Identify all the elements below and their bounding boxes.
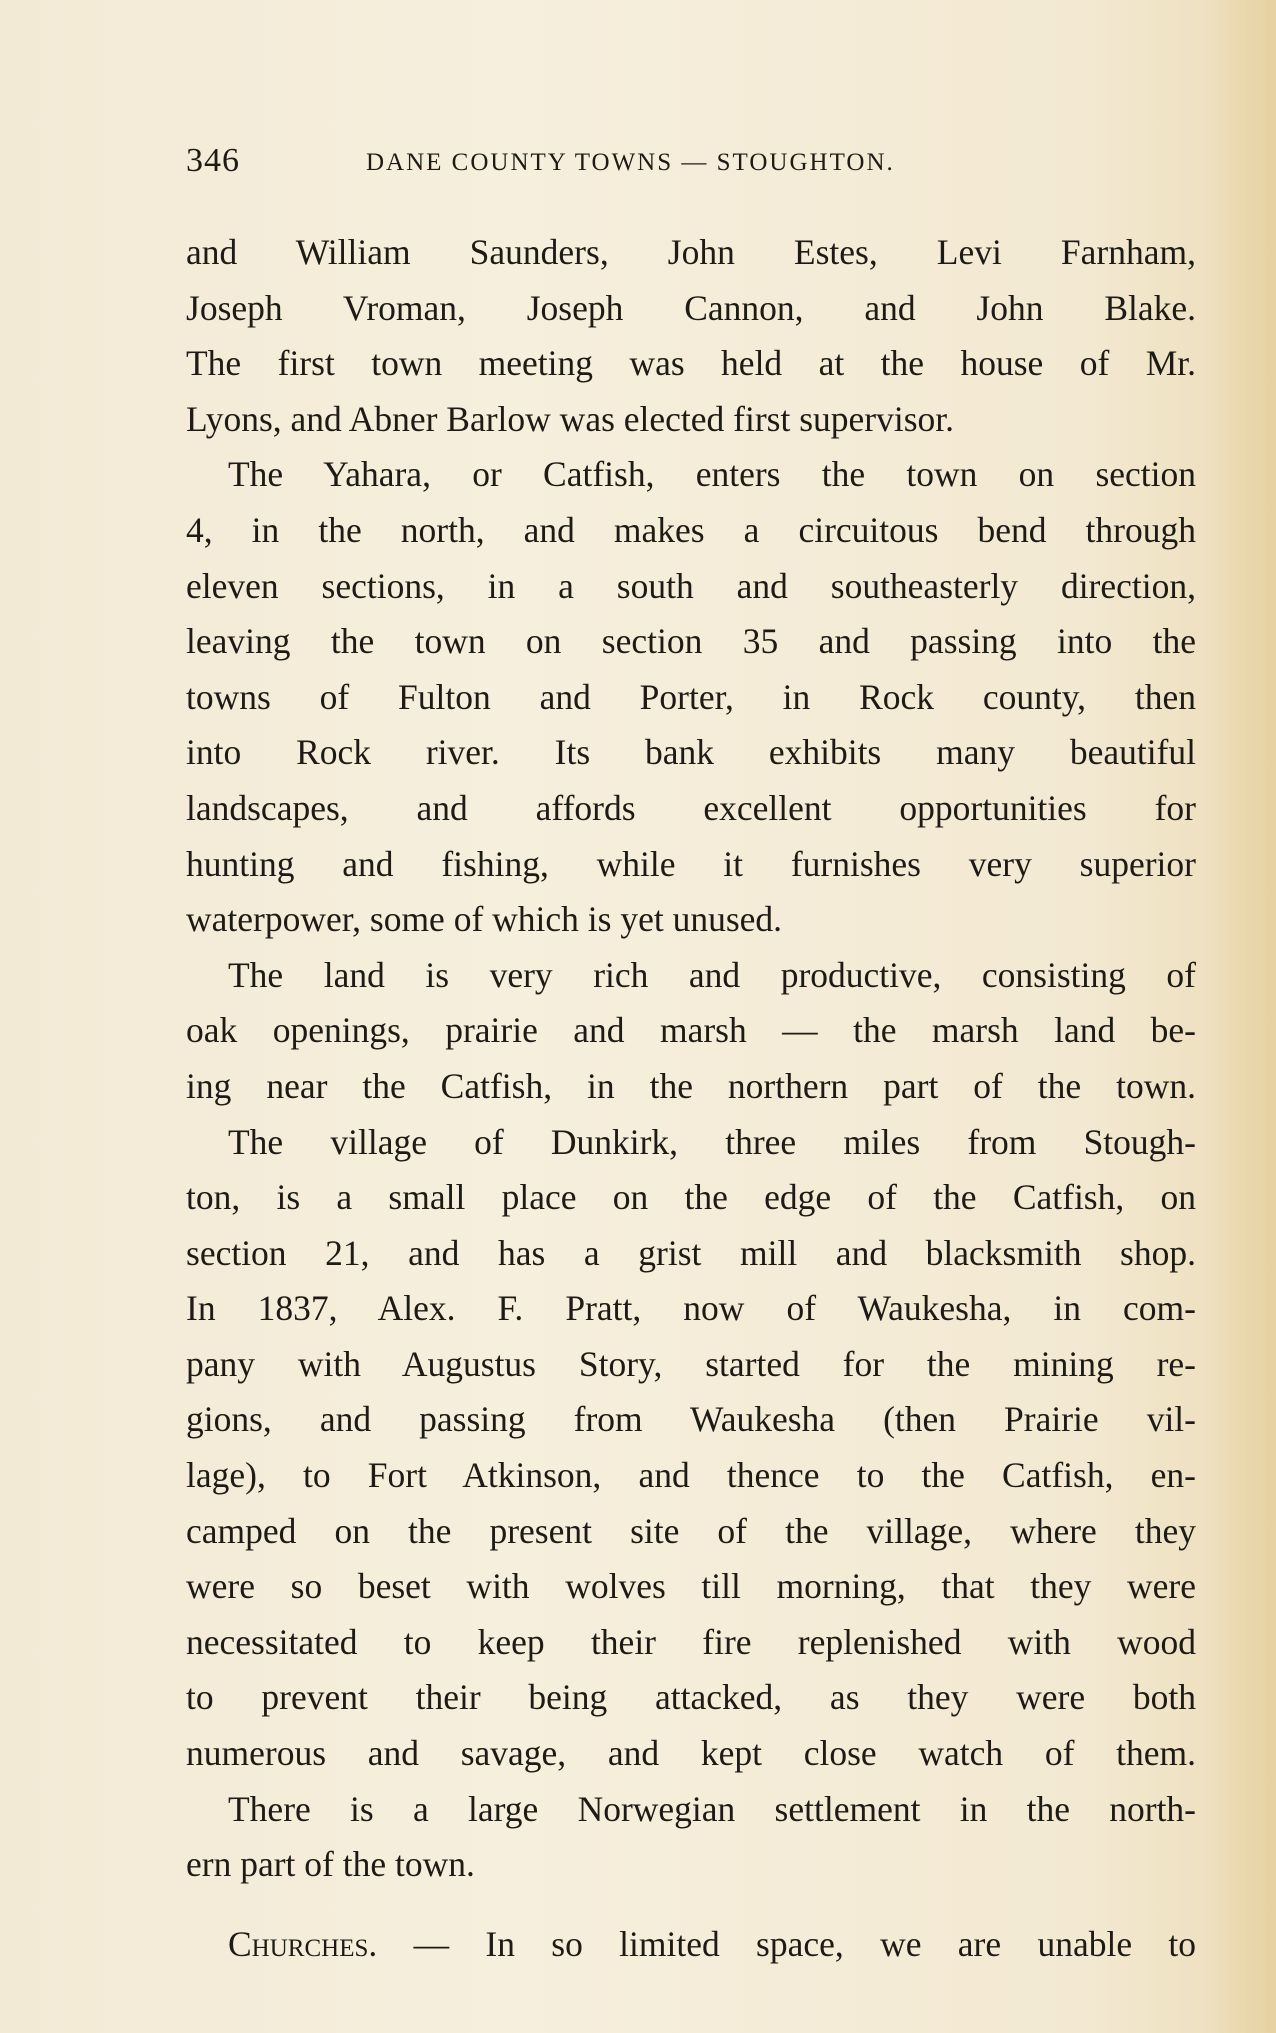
text-line: gions, and passing from Waukesha (then Prairie vil- [186, 1399, 1196, 1440]
text-line: into Rock river. Its bank exhibits many beautiful [186, 732, 1196, 773]
text-line: towns of Fulton and Porter, in Rock county, then [186, 676, 1196, 717]
text-line: eleven sections, in a south and southeasterly direction, [186, 565, 1196, 606]
text-line: ing near the Catfish, in the northern part of the town. [186, 1065, 1196, 1106]
body-text [186, 225, 1196, 1972]
text-line: section 21, and has a grist mill and blacksmith shop. [186, 1232, 1196, 1273]
text-line: pany with Augustus Story, started for the mining re- [186, 1343, 1196, 1384]
section-text: — In so limited space, we are unable to [413, 1923, 1196, 1964]
text-line: necessitated to keep their fire replenished with wood [186, 1621, 1196, 1662]
running-head: DANE COUNTY TOWNS — STOUGHTON. [366, 149, 895, 176]
text-line: Lyons, and Abner Barlow was elected first supervisor. [186, 398, 955, 439]
text-line: were so beset with wolves till morning, that they were [186, 1566, 1196, 1607]
text-line: leaving the town on section 35 and passing into the [186, 621, 1196, 662]
text-line: oak openings, prairie and marsh — the marsh land be- [186, 1010, 1196, 1051]
text-line: The Yahara, or Catfish, enters the town on section [228, 454, 1196, 495]
text-line: lage), to Fort Atkinson, and thence to the Catfish, en- [186, 1455, 1196, 1496]
section-heading: Churches. [228, 1923, 378, 1964]
text-line: 4, in the north, and makes a circuitous bend through [186, 509, 1196, 550]
text-line: The first town meeting was held at the house of Mr. [186, 343, 1196, 384]
text-line: There is a large Norwegian settlement in the north- [228, 1788, 1196, 1829]
text-line: ern part of the town. [186, 1844, 475, 1885]
text-line: numerous and savage, and kept close watch of them. [186, 1733, 1196, 1774]
paragraph-gap [186, 1893, 1196, 1917]
text-line: and William Saunders, John Estes, Levi Farnham, [186, 232, 1196, 272]
text-line: to prevent their being attacked, as they were both [186, 1677, 1196, 1718]
text-line: The land is very rich and productive, consisting of [228, 954, 1196, 995]
text-line: hunting and fishing, while it furnishes very superior [186, 843, 1196, 884]
text-line: waterpower, some of which is yet unused. [186, 899, 783, 940]
page-header [186, 142, 1196, 192]
text-line: camped on the present site of the village, where they [186, 1510, 1196, 1551]
page-number: 346 [186, 142, 240, 179]
section-line [186, 1917, 1196, 1973]
text-line: In 1837, Alex. F. Pratt, now of Waukesha, in com- [186, 1288, 1196, 1329]
text-line: ton, is a small place on the edge of the Catfish, on [186, 1177, 1196, 1218]
text-line: landscapes, and affords excellent opportunities for [186, 787, 1196, 828]
page-edge-shadow [1206, 0, 1276, 2033]
text-line: The village of Dunkirk, three miles from Stough- [228, 1121, 1196, 1162]
text-line: Joseph Vroman, Joseph Cannon, and John Blake. [186, 287, 1196, 328]
